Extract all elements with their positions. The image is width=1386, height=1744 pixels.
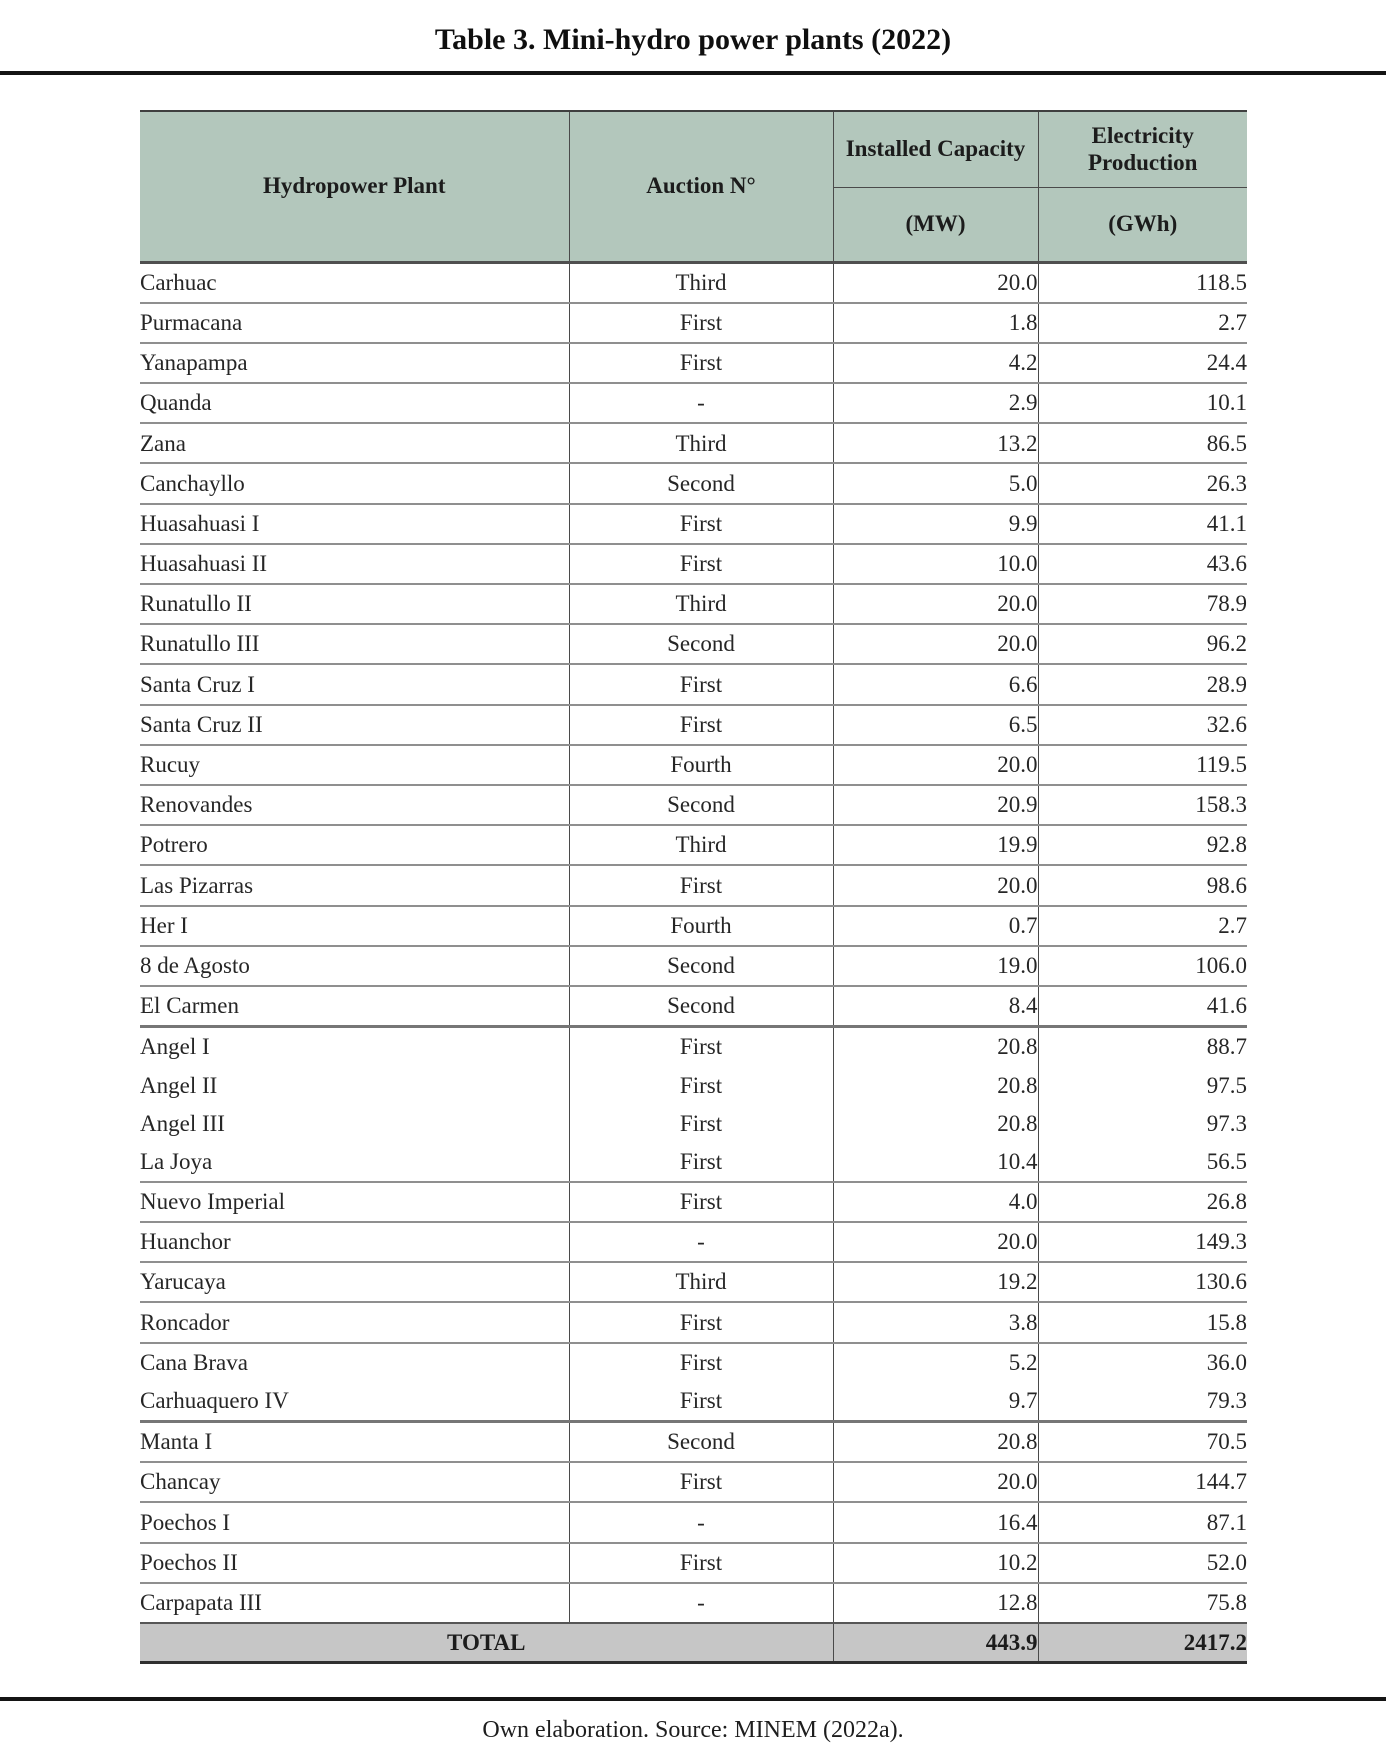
plant-name-cell: Roncador bbox=[140, 1302, 569, 1342]
installed-capacity-cell: 9.9 bbox=[833, 504, 1038, 544]
auction-cell: Third bbox=[569, 825, 833, 865]
electricity-production-cell: 158.3 bbox=[1038, 785, 1247, 825]
table-row bbox=[140, 1421, 1247, 1462]
plant-name-cell: Poechos II bbox=[140, 1543, 569, 1583]
header-installed-capacity: Installed Capacity bbox=[833, 111, 1038, 187]
plant-name-cell: Angel II bbox=[140, 1072, 218, 1098]
plant-name-cell: Rucuy bbox=[140, 745, 569, 785]
table-row bbox=[140, 906, 1247, 946]
installed-capacity-cell: 20.8 bbox=[833, 1066, 1038, 1104]
installed-capacity-cell: 0.7 bbox=[833, 906, 1038, 946]
plant-name-cell: Angel III bbox=[140, 1110, 225, 1136]
table-row bbox=[140, 825, 1247, 865]
installed-capacity-cell: 20.0 bbox=[833, 745, 1038, 785]
plant-name-cell: Santa Cruz II bbox=[140, 705, 569, 745]
table-row bbox=[140, 262, 1247, 303]
table-body bbox=[140, 262, 1247, 1623]
installed-capacity-cell: 10.4 bbox=[833, 1143, 1038, 1182]
electricity-production-cell: 56.5 bbox=[1038, 1143, 1247, 1182]
table-row bbox=[140, 664, 1247, 704]
auction-cell: First bbox=[569, 303, 833, 343]
electricity-production-cell: 41.6 bbox=[1038, 986, 1247, 1027]
total-installed-capacity: 443.9 bbox=[833, 1623, 1038, 1663]
installed-capacity-cell: 20.0 bbox=[833, 865, 1038, 905]
table-row bbox=[140, 1382, 1247, 1422]
electricity-production-cell: 52.0 bbox=[1038, 1543, 1247, 1583]
plant-name-cell: Nuevo Imperial bbox=[140, 1182, 569, 1222]
electricity-production-cell: 144.7 bbox=[1038, 1462, 1247, 1502]
installed-capacity-cell: 20.8 bbox=[833, 1027, 1038, 1067]
plant-name-cell: El Carmen bbox=[140, 986, 569, 1027]
mini-hydro-table bbox=[140, 110, 1247, 1664]
auction-cell: Second bbox=[569, 624, 833, 664]
table-row bbox=[140, 624, 1247, 664]
electricity-production-cell: 119.5 bbox=[1038, 745, 1247, 785]
plant-name-cell: Carhuac bbox=[140, 262, 569, 303]
installed-capacity-cell: 20.0 bbox=[833, 1222, 1038, 1262]
electricity-production-cell: 24.4 bbox=[1038, 343, 1247, 383]
electricity-production-cell: 26.3 bbox=[1038, 463, 1247, 503]
electricity-production-cell: 2.7 bbox=[1038, 303, 1247, 343]
plant-name-cell: Zana bbox=[140, 423, 569, 463]
table-row bbox=[140, 1027, 1247, 1067]
auction-cell: First bbox=[569, 1182, 833, 1222]
auction-cell: First bbox=[569, 1543, 833, 1583]
table-row bbox=[140, 1143, 1247, 1182]
total-row bbox=[140, 1623, 1247, 1663]
source-note: Own elaboration. Source: MINEM (2022a). bbox=[482, 1716, 904, 1743]
header-electricity-production: Electricity Production bbox=[1038, 111, 1247, 187]
auction-cell: First bbox=[569, 1104, 833, 1142]
installed-capacity-cell: 20.0 bbox=[833, 624, 1038, 664]
installed-capacity-cell: 13.2 bbox=[833, 423, 1038, 463]
auction-cell: - bbox=[569, 1222, 833, 1262]
auction-cell: First bbox=[569, 664, 833, 704]
table-header bbox=[140, 111, 1247, 262]
table-row bbox=[140, 946, 1247, 986]
plant-name-cell: Her I bbox=[140, 906, 569, 946]
table-row bbox=[140, 1583, 1247, 1623]
table-row bbox=[140, 463, 1247, 503]
table-row bbox=[140, 785, 1247, 825]
plant-name-cell: 8 de Agosto bbox=[140, 946, 569, 986]
auction-cell: First bbox=[569, 1343, 833, 1382]
installed-capacity-cell: 4.2 bbox=[833, 343, 1038, 383]
electricity-production-cell: 96.2 bbox=[1038, 624, 1247, 664]
electricity-production-cell: 92.8 bbox=[1038, 825, 1247, 865]
table-row bbox=[140, 544, 1247, 584]
electricity-production-cell: 78.9 bbox=[1038, 584, 1247, 624]
auction-cell: Third bbox=[569, 423, 833, 463]
electricity-production-cell: 70.5 bbox=[1038, 1421, 1247, 1462]
installed-capacity-cell: 20.8 bbox=[833, 1421, 1038, 1462]
plant-name-cell: Cana Brava bbox=[140, 1349, 248, 1375]
total-label: TOTAL bbox=[140, 1623, 833, 1663]
table-row bbox=[140, 1343, 1247, 1382]
auction-cell: First bbox=[569, 1462, 833, 1502]
plant-name-cell: Manta I bbox=[140, 1421, 569, 1462]
installed-capacity-cell: 5.2 bbox=[833, 1343, 1038, 1382]
auction-cell: - bbox=[569, 1502, 833, 1542]
auction-cell: Second bbox=[569, 946, 833, 986]
electricity-production-cell: 118.5 bbox=[1038, 262, 1247, 303]
auction-cell: First bbox=[569, 865, 833, 905]
installed-capacity-cell: 9.7 bbox=[833, 1382, 1038, 1422]
table-row bbox=[140, 1066, 1247, 1104]
electricity-production-cell: 15.8 bbox=[1038, 1302, 1247, 1342]
electricity-production-cell: 97.3 bbox=[1038, 1104, 1247, 1142]
plant-name-cell: Huasahuasi I bbox=[140, 504, 569, 544]
plant-name-cell: Runatullo III bbox=[140, 624, 569, 664]
electricity-production-cell: 88.7 bbox=[1038, 1027, 1247, 1067]
installed-capacity-cell: 20.0 bbox=[833, 1462, 1038, 1502]
table-row bbox=[140, 705, 1247, 745]
table-row bbox=[140, 1222, 1247, 1262]
table-row bbox=[140, 1182, 1247, 1222]
electricity-production-cell: 130.6 bbox=[1038, 1262, 1247, 1302]
installed-capacity-cell: 4.0 bbox=[833, 1182, 1038, 1222]
auction-cell: Third bbox=[569, 1262, 833, 1302]
electricity-production-cell: 32.6 bbox=[1038, 705, 1247, 745]
electricity-production-cell: 97.5 bbox=[1038, 1066, 1247, 1104]
auction-cell: First bbox=[569, 504, 833, 544]
auction-cell: Fourth bbox=[569, 906, 833, 946]
table-row bbox=[140, 1104, 1247, 1142]
table-row bbox=[140, 584, 1247, 624]
electricity-production-cell: 149.3 bbox=[1038, 1222, 1247, 1262]
auction-cell: Third bbox=[569, 584, 833, 624]
installed-capacity-cell: 12.8 bbox=[833, 1583, 1038, 1623]
electricity-production-cell: 10.1 bbox=[1038, 383, 1247, 423]
table-row bbox=[140, 1462, 1247, 1502]
plant-name-cell: Quanda bbox=[140, 383, 569, 423]
header-auction-number: Auction N° bbox=[569, 111, 833, 262]
table-row bbox=[140, 986, 1247, 1027]
auction-cell: First bbox=[569, 544, 833, 584]
installed-capacity-cell: 10.2 bbox=[833, 1543, 1038, 1583]
plant-name-cell: Huasahuasi II bbox=[140, 544, 569, 584]
auction-cell: First bbox=[569, 1382, 833, 1422]
electricity-production-cell: 26.8 bbox=[1038, 1182, 1247, 1222]
installed-capacity-cell: 20.8 bbox=[833, 1104, 1038, 1142]
auction-cell: Fourth bbox=[569, 745, 833, 785]
installed-capacity-cell: 1.8 bbox=[833, 303, 1038, 343]
electricity-production-cell: 79.3 bbox=[1038, 1382, 1247, 1422]
installed-capacity-cell: 8.4 bbox=[833, 986, 1038, 1027]
auction-cell: First bbox=[569, 1143, 833, 1182]
header-unit-mw: (MW) bbox=[833, 187, 1038, 262]
plant-name-cell: Purmacana bbox=[140, 303, 569, 343]
electricity-production-cell: 98.6 bbox=[1038, 865, 1247, 905]
installed-capacity-cell: 20.9 bbox=[833, 785, 1038, 825]
plant-name-cell: Yarucaya bbox=[140, 1262, 569, 1302]
table-row bbox=[140, 343, 1247, 383]
table-row bbox=[140, 745, 1247, 785]
installed-capacity-cell: 6.6 bbox=[833, 664, 1038, 704]
table-row bbox=[140, 1262, 1247, 1302]
table-row bbox=[140, 504, 1247, 544]
plant-name-cell: Canchayllo bbox=[140, 463, 569, 503]
auction-cell: First bbox=[569, 1027, 833, 1067]
top-rule bbox=[0, 71, 1386, 75]
electricity-production-cell: 43.6 bbox=[1038, 544, 1247, 584]
auction-cell: First bbox=[569, 705, 833, 745]
plant-name-cell: Huanchor bbox=[140, 1222, 569, 1262]
electricity-production-cell: 36.0 bbox=[1038, 1343, 1247, 1382]
plant-name-cell: La Joya bbox=[140, 1143, 569, 1182]
table-footer bbox=[140, 1623, 1247, 1663]
plant-name-cell: Poechos I bbox=[140, 1502, 569, 1542]
installed-capacity-cell: 10.0 bbox=[833, 544, 1038, 584]
auction-cell: Third bbox=[569, 262, 833, 303]
auction-cell: Second bbox=[569, 1421, 833, 1462]
plant-name-cell: Carpapata III bbox=[140, 1589, 262, 1615]
table-row bbox=[140, 865, 1247, 905]
installed-capacity-cell: 6.5 bbox=[833, 705, 1038, 745]
electricity-production-cell: 75.8 bbox=[1038, 1583, 1247, 1623]
auction-cell: First bbox=[569, 1302, 833, 1342]
auction-cell: Second bbox=[569, 463, 833, 503]
installed-capacity-cell: 5.0 bbox=[833, 463, 1038, 503]
plant-name-cell: Chancay bbox=[140, 1462, 569, 1502]
installed-capacity-cell: 19.9 bbox=[833, 825, 1038, 865]
table-row bbox=[140, 423, 1247, 463]
plant-name-cell: Santa Cruz I bbox=[140, 664, 569, 704]
electricity-production-cell: 28.9 bbox=[1038, 664, 1247, 704]
auction-cell: Second bbox=[569, 785, 833, 825]
installed-capacity-cell: 3.8 bbox=[833, 1302, 1038, 1342]
table-row bbox=[140, 1302, 1247, 1342]
installed-capacity-cell: 2.9 bbox=[833, 383, 1038, 423]
installed-capacity-cell: 16.4 bbox=[833, 1502, 1038, 1542]
installed-capacity-cell: 20.0 bbox=[833, 584, 1038, 624]
total-electricity-production: 2417.2 bbox=[1038, 1623, 1247, 1663]
electricity-production-cell: 2.7 bbox=[1038, 906, 1247, 946]
installed-capacity-cell: 19.2 bbox=[833, 1262, 1038, 1302]
electricity-production-cell: 86.5 bbox=[1038, 423, 1247, 463]
auction-cell: Second bbox=[569, 986, 833, 1027]
auction-cell: - bbox=[569, 383, 833, 423]
table-title: Table 3. Mini-hydro power plants (2022) bbox=[434, 23, 952, 56]
table-row bbox=[140, 1502, 1247, 1542]
auction-cell: - bbox=[569, 1583, 833, 1623]
header-unit-gwh: (GWh) bbox=[1038, 187, 1247, 262]
plant-name-cell: Las Pizarras bbox=[140, 865, 569, 905]
plant-name-cell: Carhuaquero IV bbox=[140, 1382, 569, 1422]
installed-capacity-cell: 19.0 bbox=[833, 946, 1038, 986]
plant-name-cell: Angel I bbox=[140, 1034, 210, 1060]
auction-cell: First bbox=[569, 1066, 833, 1104]
electricity-production-cell: 41.1 bbox=[1038, 504, 1247, 544]
electricity-production-cell: 106.0 bbox=[1038, 946, 1247, 986]
table-row bbox=[140, 303, 1247, 343]
plant-name-cell: Renovandes bbox=[140, 785, 569, 825]
auction-cell: First bbox=[569, 343, 833, 383]
installed-capacity-cell: 20.0 bbox=[833, 262, 1038, 303]
electricity-production-cell: 87.1 bbox=[1038, 1502, 1247, 1542]
header-hydropower-plant: Hydropower Plant bbox=[140, 111, 569, 262]
plant-name-cell: Yanapampa bbox=[140, 343, 569, 383]
table-row bbox=[140, 383, 1247, 423]
plant-name-cell: Runatullo II bbox=[140, 584, 569, 624]
plant-name-cell: Potrero bbox=[140, 825, 569, 865]
table-row bbox=[140, 1543, 1247, 1583]
